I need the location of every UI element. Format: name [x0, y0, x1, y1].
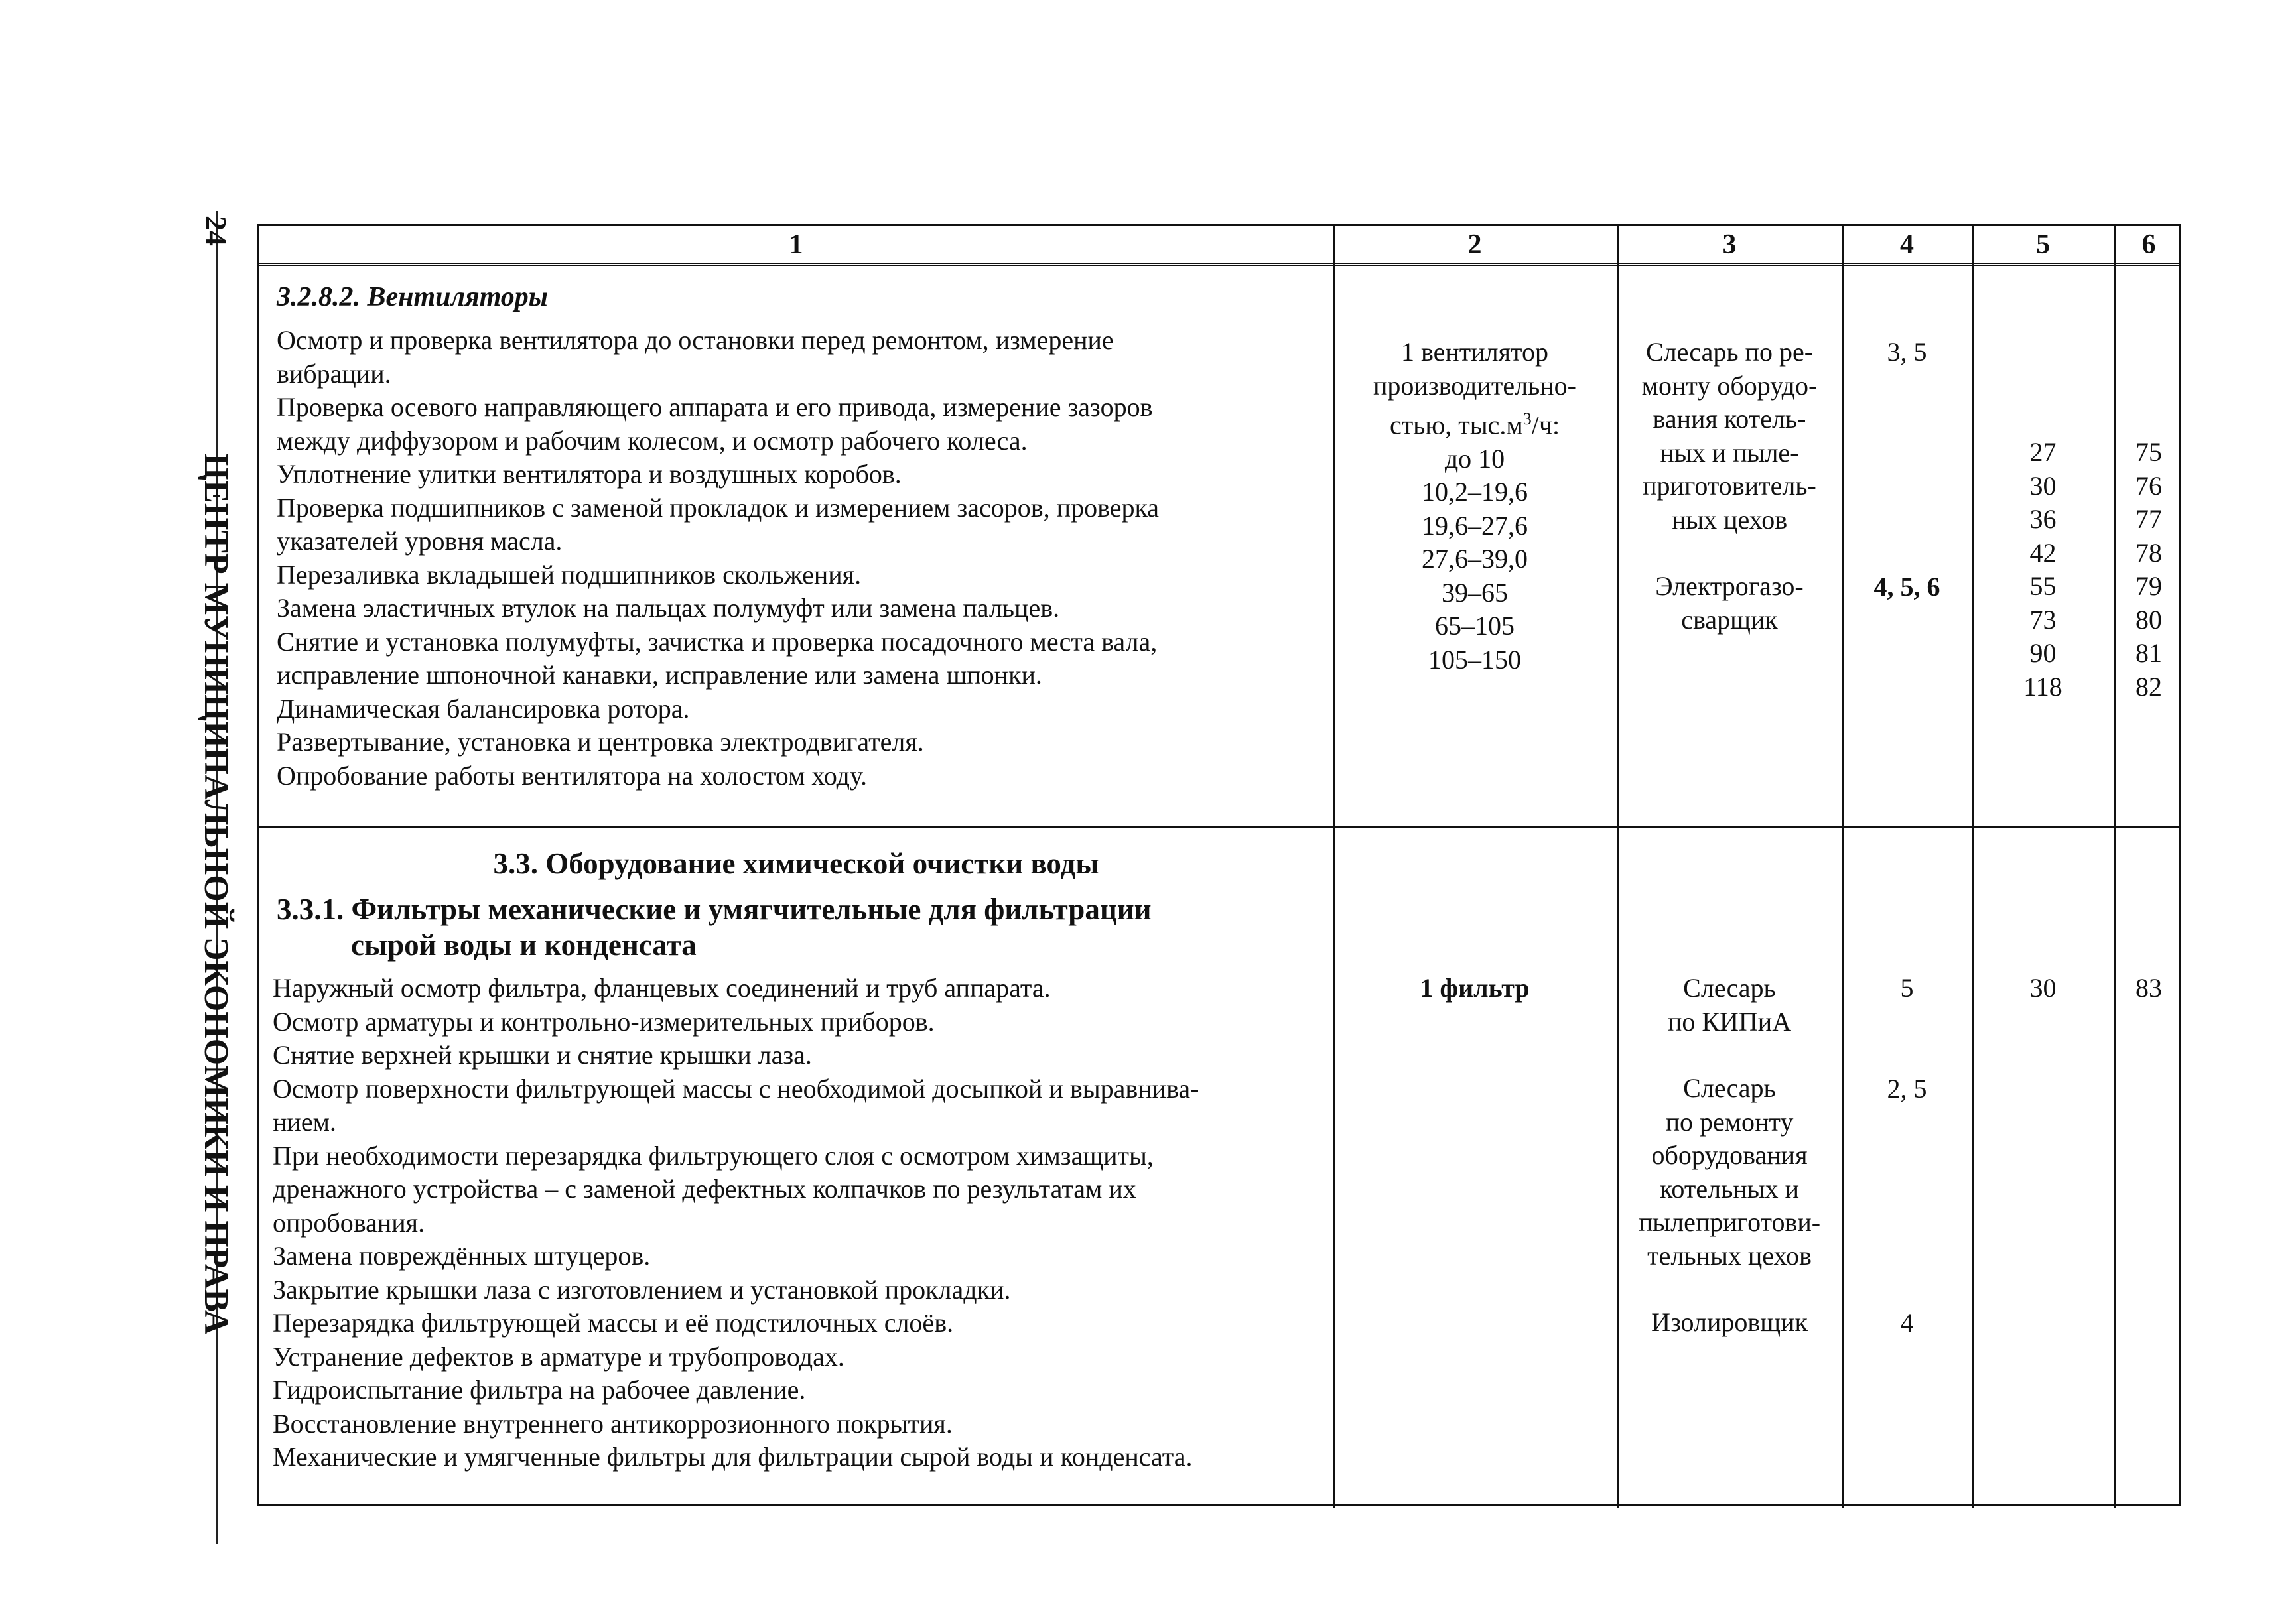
work-line: Восстановление внутреннего антикоррозионного покрытия.: [273, 1408, 953, 1439]
norm-value: 79: [2135, 571, 2162, 601]
norm-value: 30: [2029, 470, 2057, 501]
fans-grade-cell: [1842, 336, 1972, 604]
worker-line: ных и пыле-: [1660, 437, 1799, 468]
work-line: Закрытие крышки лаза с изготовлением и установкой прокладки.: [273, 1274, 1011, 1305]
norms-table: [257, 224, 2181, 1506]
work-line: опробования.: [273, 1207, 425, 1238]
spacer: [1617, 1039, 1842, 1072]
side-title-text: ЦЕНТР МУНИЦИПАЛЬНОЙ ЭКОНОМИКИ И ПРАВА: [197, 453, 236, 1335]
col-header-2: 2: [1467, 229, 1482, 260]
worker-line: сварщик: [1681, 604, 1778, 635]
page-number: 24: [199, 216, 234, 246]
filters-work-list: [273, 972, 1199, 1474]
fans-unit-cell: [1333, 336, 1617, 676]
table-header: [259, 226, 2179, 266]
work-line: Гидроиспытание фильтра на рабочее давление.: [273, 1375, 806, 1405]
spacer: [1617, 1273, 1842, 1306]
unit-text: /ч:: [1531, 410, 1560, 440]
spacer: [1617, 537, 1842, 570]
worker-line: ных цехов: [1671, 504, 1788, 535]
col-header-5: 5: [2036, 229, 2050, 260]
grade-value: 4, 5, 6: [1873, 571, 1940, 602]
unit-line: 1 вентилятор: [1400, 337, 1548, 367]
grade-value: 3, 5: [1887, 337, 1927, 367]
work-line: Снятие и установка полумуфты, зачистка и проверка посадочного места вала,: [277, 626, 1158, 657]
work-line: Перезарядка фильтрующей массы и её подстилочных слоёв.: [273, 1308, 954, 1338]
subsection-line: 3.3.1. Фильтры механические и умягчительные для фильтрации: [277, 893, 1152, 926]
unit-line: 27,6–39,0: [1422, 544, 1528, 574]
norm-value: 82: [2135, 671, 2162, 702]
unit-superscript: 3: [1522, 409, 1532, 428]
unit-line: производительно-: [1373, 370, 1576, 401]
work-line: Наружный осмотр фильтра, фланцевых соединений и труб аппарата.: [273, 973, 1051, 1003]
filters-worker-cell: [1617, 972, 1842, 1340]
work-line: вибрации.: [277, 358, 391, 389]
worker-line: котельных и: [1660, 1173, 1799, 1204]
work-line: Снятие верхней крышки и снятие крышки лаза.: [273, 1040, 812, 1070]
filters-unit-cell: 1 фильтр: [1420, 973, 1530, 1003]
col-header-3: 3: [1722, 229, 1737, 260]
worker-line: монту оборудо-: [1641, 370, 1818, 401]
work-line: Осмотр поверхности фильтрующей массы с необходимой досыпкой и выравнива-: [273, 1073, 1199, 1104]
worker-line: оборудования: [1651, 1140, 1808, 1170]
work-line: нием.: [273, 1107, 336, 1137]
col-divider: [1972, 226, 1974, 1508]
work-line: между диффузором и рабочим колесом, и осмотр рабочего колеса.: [277, 425, 1028, 456]
worker-line: Слесарь: [1683, 1073, 1776, 1103]
worker-line: приготовитель-: [1643, 471, 1816, 501]
col-divider: [2114, 226, 2116, 1508]
work-line: Устранение дефектов в арматуре и трубопроводах.: [273, 1341, 844, 1372]
work-line: Перезаливка вкладышей подшипников скольжения.: [277, 559, 862, 590]
worker-line: пылеприготови-: [1638, 1207, 1821, 1237]
subsection-title-filters: [277, 891, 1152, 963]
work-line: При необходимости перезарядка фильтрующего слоя с осмотром химзащиты,: [273, 1140, 1154, 1171]
work-line: Замена эластичных втулок на пальцах полумуфт или замена пальцев.: [277, 593, 1060, 623]
grade-value: 2, 5: [1887, 1073, 1927, 1104]
norm-value: 42: [2029, 537, 2057, 568]
norm-value: 75: [2135, 437, 2162, 467]
work-line: Осмотр и проверка вентилятора до остановки перед ремонтом, измерение: [277, 325, 1114, 355]
work-line: Замена повреждённых штуцеров.: [273, 1241, 651, 1271]
worker-line: вания котель-: [1653, 404, 1806, 434]
fans-worker-cell: [1617, 336, 1842, 637]
work-line: Опробование работы вентилятора на холостом ходу.: [277, 760, 868, 791]
norm-value: 90: [2029, 638, 2057, 668]
work-line: Развертывание, установка и центровка электродвигателя.: [277, 727, 924, 757]
grade-value: 4: [1900, 1308, 1914, 1338]
work-line: Уплотнение улитки вентилятора и воздушных коробов.: [277, 459, 902, 489]
section-title-fans: 3.2.8.2. Вентиляторы: [277, 282, 548, 312]
norm-value: 118: [2023, 671, 2062, 702]
spacer: [1842, 1005, 1972, 1072]
worker-line: тельных цехов: [1647, 1240, 1812, 1271]
section-heading-water: 3.3. Оборудование химической очистки воды: [493, 847, 1099, 880]
col-header-4: 4: [1900, 229, 1914, 260]
norm-value: 27: [2029, 437, 2057, 467]
worker-line: Слесарь: [1683, 973, 1776, 1003]
filters-col5-cell: 30: [2029, 973, 2057, 1003]
worker-line: Электрогазо-: [1655, 571, 1804, 601]
unit-line: 19,6–27,6: [1422, 510, 1528, 541]
work-line: Механические и умягченные фильтры для фильтрации сырой воды и конденсата.: [273, 1442, 1193, 1472]
work-line: Осмотр арматуры и контрольно-измерительных приборов.: [273, 1006, 935, 1037]
unit-line: 39–65: [1442, 577, 1508, 608]
unit-line: [1333, 403, 1617, 442]
worker-line: по КИПиА: [1667, 1006, 1792, 1037]
col-header-6: 6: [2141, 229, 2156, 260]
norm-value: 77: [2135, 504, 2162, 534]
worker-line: Изолировщик: [1651, 1307, 1808, 1337]
work-line: указателей уровня масла.: [277, 526, 563, 556]
norm-value: 36: [2029, 504, 2057, 534]
unit-line: до 10: [1444, 443, 1505, 474]
grade-value: 5: [1900, 973, 1914, 1003]
fans-col6-cell: [2114, 436, 2183, 704]
spacer: [1842, 1106, 1972, 1307]
row-divider: [259, 826, 2179, 828]
work-line: Динамическая балансировка ротора.: [277, 693, 690, 724]
subsection-line: сырой воды и конденсата: [351, 929, 697, 962]
fans-col5-cell: [1972, 436, 2114, 704]
filters-col6-cell: 83: [2135, 973, 2162, 1003]
work-line: исправление шпоночной канавки, исправление или замена шпонки.: [277, 660, 1042, 690]
norm-value: 80: [2135, 604, 2162, 635]
vertical-header: [183, 211, 249, 1335]
worker-line: по ремонту: [1665, 1106, 1794, 1137]
worker-line: Слесарь по ре-: [1645, 337, 1814, 367]
unit-line: 65–105: [1435, 611, 1515, 641]
norm-value: 81: [2135, 638, 2162, 668]
unit-line: 10,2–19,6: [1422, 477, 1528, 507]
norm-value: 76: [2135, 470, 2162, 501]
fans-work-list: [277, 324, 1159, 793]
work-line: дренажного устройства – с заменой дефектных колпачков по результатам их: [273, 1174, 1136, 1204]
norm-value: 55: [2029, 571, 2057, 601]
norm-value: 73: [2029, 604, 2057, 635]
work-line: Проверка подшипников с заменой прокладок и измерением засоров, проверка: [277, 492, 1160, 523]
unit-line: 105–150: [1428, 644, 1521, 674]
filters-grade-cell: [1842, 972, 1972, 1340]
work-line: Проверка осевого направляющего аппарата и его привода, измерение зазоров: [277, 392, 1153, 422]
norm-value: 78: [2135, 537, 2162, 568]
col-header-1: 1: [789, 229, 803, 260]
spacer: [1842, 369, 1972, 570]
unit-text: стью, тыс.м: [1389, 410, 1523, 440]
